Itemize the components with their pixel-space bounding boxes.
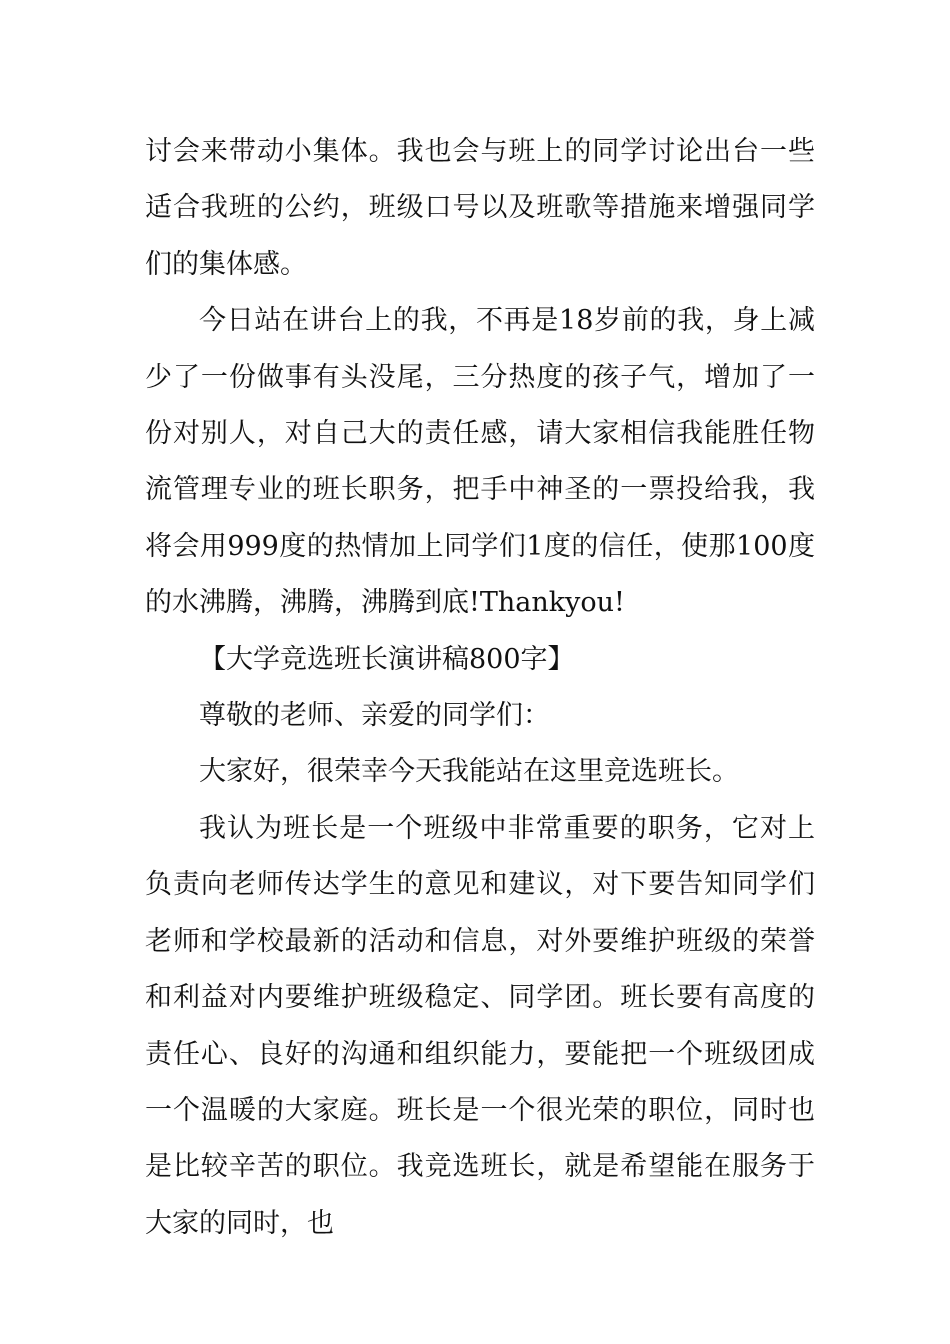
- salutation: 尊敬的老师、亲爱的同学们：: [199, 700, 550, 732]
- paragraph-class-monitor-role: 我认为班长是一个班级中非常重要的职务，它对上负责向老师传达学生的意见和建议，对下要告知同学们老师和学校最新的活动和信息，对外要维护班级的荣誉和利益对内要维护班级稳定、同学团。班长要有高度的责任心、良好的沟通和组织能力，要能把一个班级团成一个温暖的大家庭。班长是一个很光荣的职位，同时也是比较辛苦的职位。我竞选班长，就是希望能在服务于大家的同时，也: [145, 812, 815, 1239]
- section-heading: 【大学竞选班长演讲稿800字】: [199, 643, 575, 675]
- greeting-paragraph: 大家好，很荣幸今天我能站在这里竞选班长。: [199, 756, 739, 788]
- paragraph-continuation: 讨会来带动小集体。我也会与班上的同学讨论出台一些适合我班的公约，班级口号以及班歌等措施来增强同学们的集体感。: [145, 136, 815, 280]
- document-body: [145, 124, 815, 1252]
- paragraph-today-on-stage: 今日站在讲台上的我，不再是18岁前的我，身上减少了一份做事有头没尾，三分热度的孩子气，增加了一份对别人，对自己大的责任感，请大家相信我能胜任物流管理专业的班长职务，把手中神圣的一票投给我，我将会用999度的热情加上同学们1度的信任，使那100度的水沸腾，沸腾，沸腾到底!Thankyou!: [145, 305, 815, 619]
